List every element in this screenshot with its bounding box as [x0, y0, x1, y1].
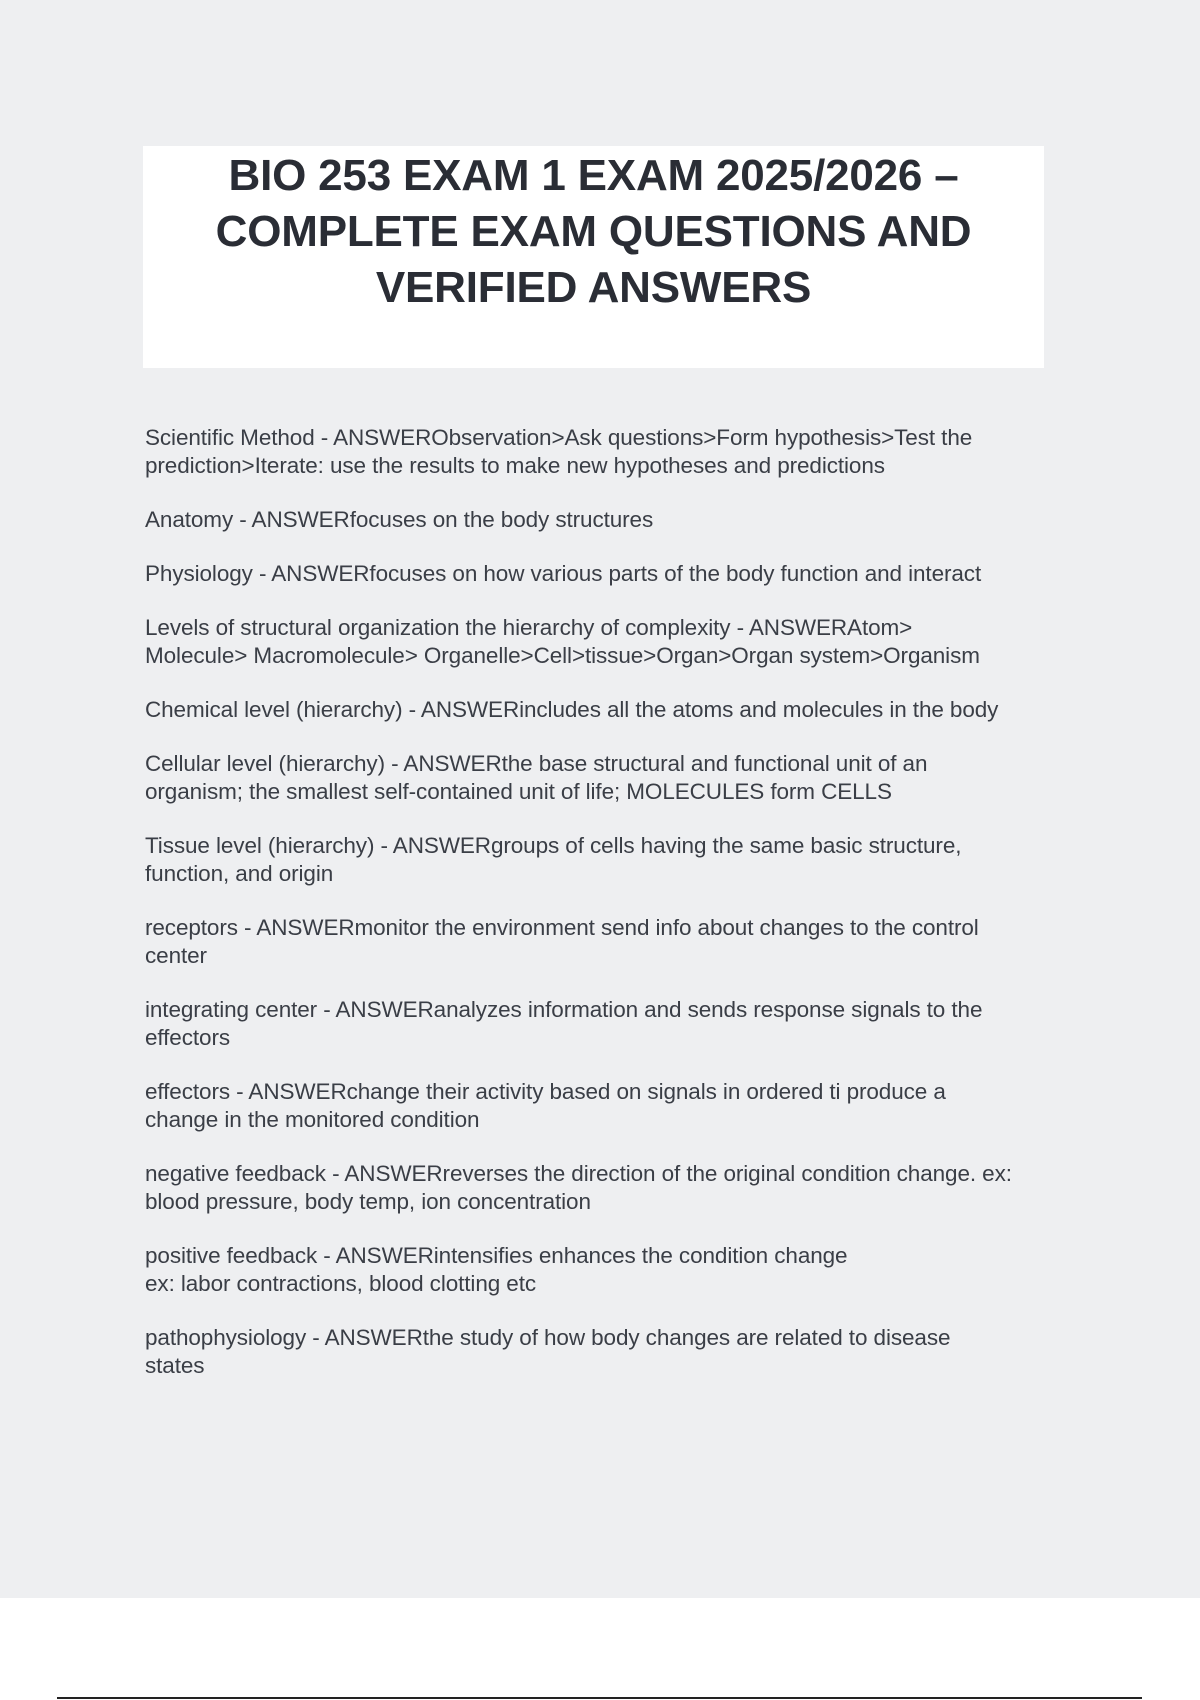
qa-list	[145, 424, 1105, 1406]
qa-entry-integrating-center: integrating center - ANSWERanalyzes information and sends response signals to the effectors	[145, 997, 983, 1050]
footer-divider	[57, 1697, 1142, 1699]
title-line: BIO 253 EXAM 1 EXAM 2025/2026 –	[228, 151, 959, 200]
qa-entry-cellular-level: Cellular level (hierarchy) - ANSWERthe base structural and functional unit of an organism; the smallest self-contained unit of life; MOLECULES form CELLS	[145, 751, 928, 804]
qa-entry-levels-of-organization: Levels of structural organization the hierarchy of complexity - ANSWERAtom> Molecule> Macromolecule> Organelle>Cell>tissue>Organ>Organ system>Organism	[145, 615, 980, 668]
title-line: COMPLETE EXAM QUESTIONS AND	[215, 207, 972, 256]
qa-entry-tissue-level: Tissue level (hierarchy) - ANSWERgroups of cells having the same basic structure, function, and origin	[145, 833, 962, 886]
qa-entry-receptors: receptors - ANSWERmonitor the environment send info about changes to the control center	[145, 915, 979, 968]
qa-entry-pathophysiology: pathophysiology - ANSWERthe study of how body changes are related to disease states	[145, 1325, 951, 1378]
qa-entry-positive-feedback: positive feedback - ANSWERintensifies enhances the condition change ex: labor contractions, blood clotting etc	[145, 1243, 848, 1296]
title-box	[143, 146, 1044, 368]
title-line: VERIFIED ANSWERS	[375, 263, 812, 312]
qa-entry-physiology: Physiology - ANSWERfocuses on how various parts of the body function and interact	[145, 561, 982, 586]
qa-entry-effectors: effectors - ANSWERchange their activity based on signals in ordered ti produce a change in the monitored condition	[145, 1079, 946, 1132]
qa-entry-chemical-level: Chemical level (hierarchy) - ANSWERincludes all the atoms and molecules in the body	[145, 697, 999, 722]
qa-entry-scientific-method: Scientific Method - ANSWERObservation>Ask questions>Form hypothesis>Test the prediction>Iterate: use the results to make new hypotheses and predictions	[145, 425, 973, 478]
document-title	[143, 148, 1044, 316]
qa-entry-negative-feedback: negative feedback - ANSWERreverses the direction of the original condition change. ex: blood pressure, body temp, ion concentration	[145, 1161, 1012, 1214]
qa-entry-anatomy: Anatomy - ANSWERfocuses on the body structures	[145, 507, 654, 532]
